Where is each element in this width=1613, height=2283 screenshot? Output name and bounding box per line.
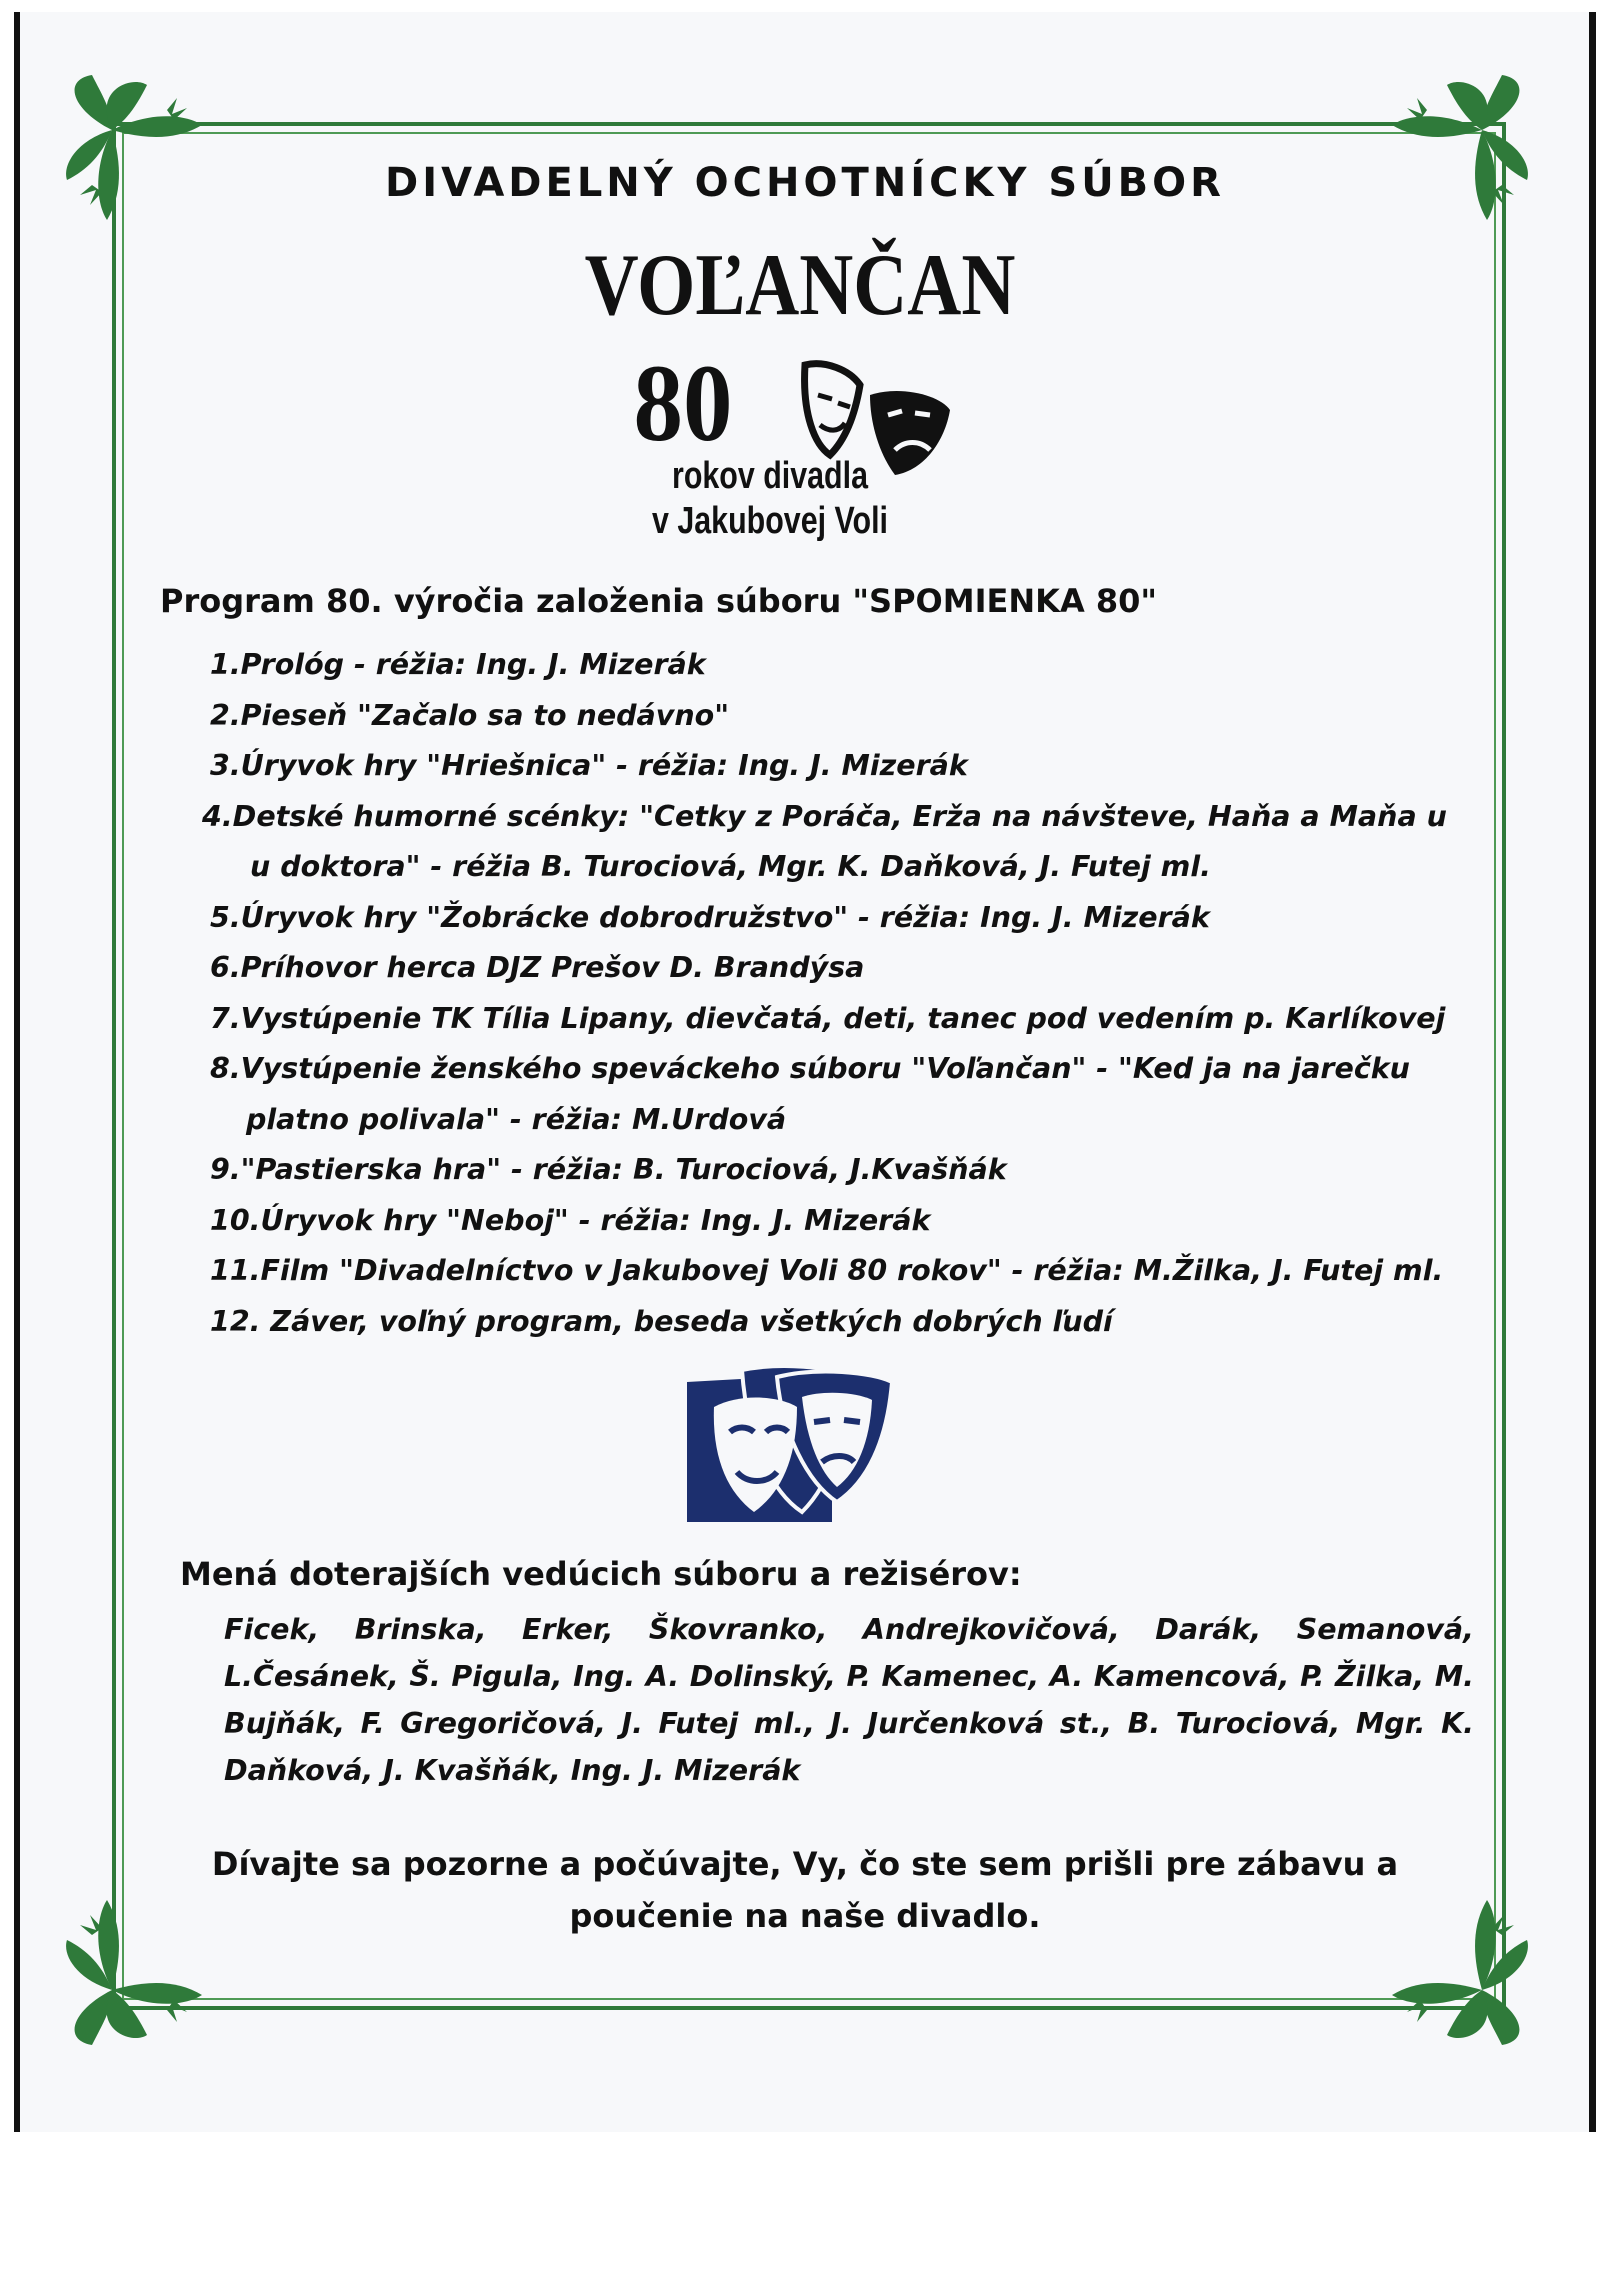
- theatre-masks-icon: [682, 1362, 902, 1532]
- program-item: 7.Vystúpenie TK Tília Lipany, dievčatá, deti, tanec pod vedením p. Karlíkovej: [210, 1001, 1446, 1035]
- program-item: 12. Záver, voľný program, beseda všetkých dobrých ľudí: [210, 1304, 1113, 1338]
- program-item-continuation: u doktora" - réžia B. Turociová, Mgr. K. Daňková, J. Futej ml.: [250, 850, 1211, 883]
- organization-line: DIVADELNÝ OCHOTNÍCKY SÚBOR: [385, 160, 1225, 206]
- program-heading: Program 80. výročia založenia súboru "SPOMIENKA 80": [160, 582, 1158, 620]
- closing-line1: Dívajte sa pozorne a počúvajte, Vy, čo ste sem prišli pre zábavu a: [211, 1845, 1399, 1883]
- program-item: 9."Pastierska hra" - réžia: B. Turociová, J.Kvašňák: [210, 1153, 1007, 1186]
- anniversary-number: 80: [633, 342, 733, 464]
- program-item: 2.Pieseň "Začalo sa to nedávno": [210, 698, 730, 732]
- program-item: 11.Film "Divadelníctvo v Jakubovej Voli 80 rokov" - réžia: M.Žilka, J. Futej ml.: [210, 1254, 1444, 1287]
- subtitle-line2: v Jakubovej Voli: [652, 500, 888, 542]
- closing-text: [180, 1838, 1430, 1942]
- program-item: 4.Detské humorné scénky: "Cetky z Poráča, Erža na návšteve, Haňa a Maňa u: [202, 799, 1447, 833]
- program-list: [202, 640, 1480, 1347]
- program-item: 1.Prológ - réžia: Ing. J. Mizerák: [210, 648, 706, 681]
- program-item: 5.Úryvok hry "Žobrácke dobrodružstvo" - réžia: Ing. J. Mizerák: [210, 900, 1210, 934]
- program-item: 8.Vystúpenie ženského speváckeho súboru "Voľančan" - "Ked ja na jarečku: [210, 1052, 1410, 1085]
- leaders-heading: Mená doterajších vedúcich súboru a režisérov:: [180, 1555, 1022, 1593]
- program-item: 10.Úryvok hry "Neboj" - réžia: Ing. J. Mizerák: [210, 1203, 931, 1237]
- program-item: 3.Úryvok hry "Hriešnica" - réžia: Ing. J. Mizerák: [210, 749, 968, 782]
- program-item-continuation: platno polivala" - réžia: M.Urdová: [246, 1102, 787, 1136]
- leaders-names: Ficek, Brinska, Erker, Škovranko, Andrejkovičová, Darák, Semanová, L.Česánek, Š. Pigula, Ing. A. Dolinský, P. Kamenec, A. Kamencová, P. Žilka, M. Bujňák, F. Gregoričová, J. Futej ml., J. Jurčenková st., B. Turociová, Mgr. K. Daňková, J. Kvašňák, Ing. J. Mizerák: [224, 1613, 1474, 1787]
- ensemble-name: VOĽANČAN: [584, 237, 1016, 334]
- leaf-ornament-icon: [52, 70, 222, 240]
- subtitle-line1: rokov divadla: [672, 455, 868, 497]
- program-item: 6.Príhovor herca DJZ Prešov D. Brandýsa: [210, 951, 865, 984]
- closing-line2: poučenie na naše divadlo.: [569, 1897, 1041, 1935]
- leaf-ornament-icon: [1372, 70, 1542, 240]
